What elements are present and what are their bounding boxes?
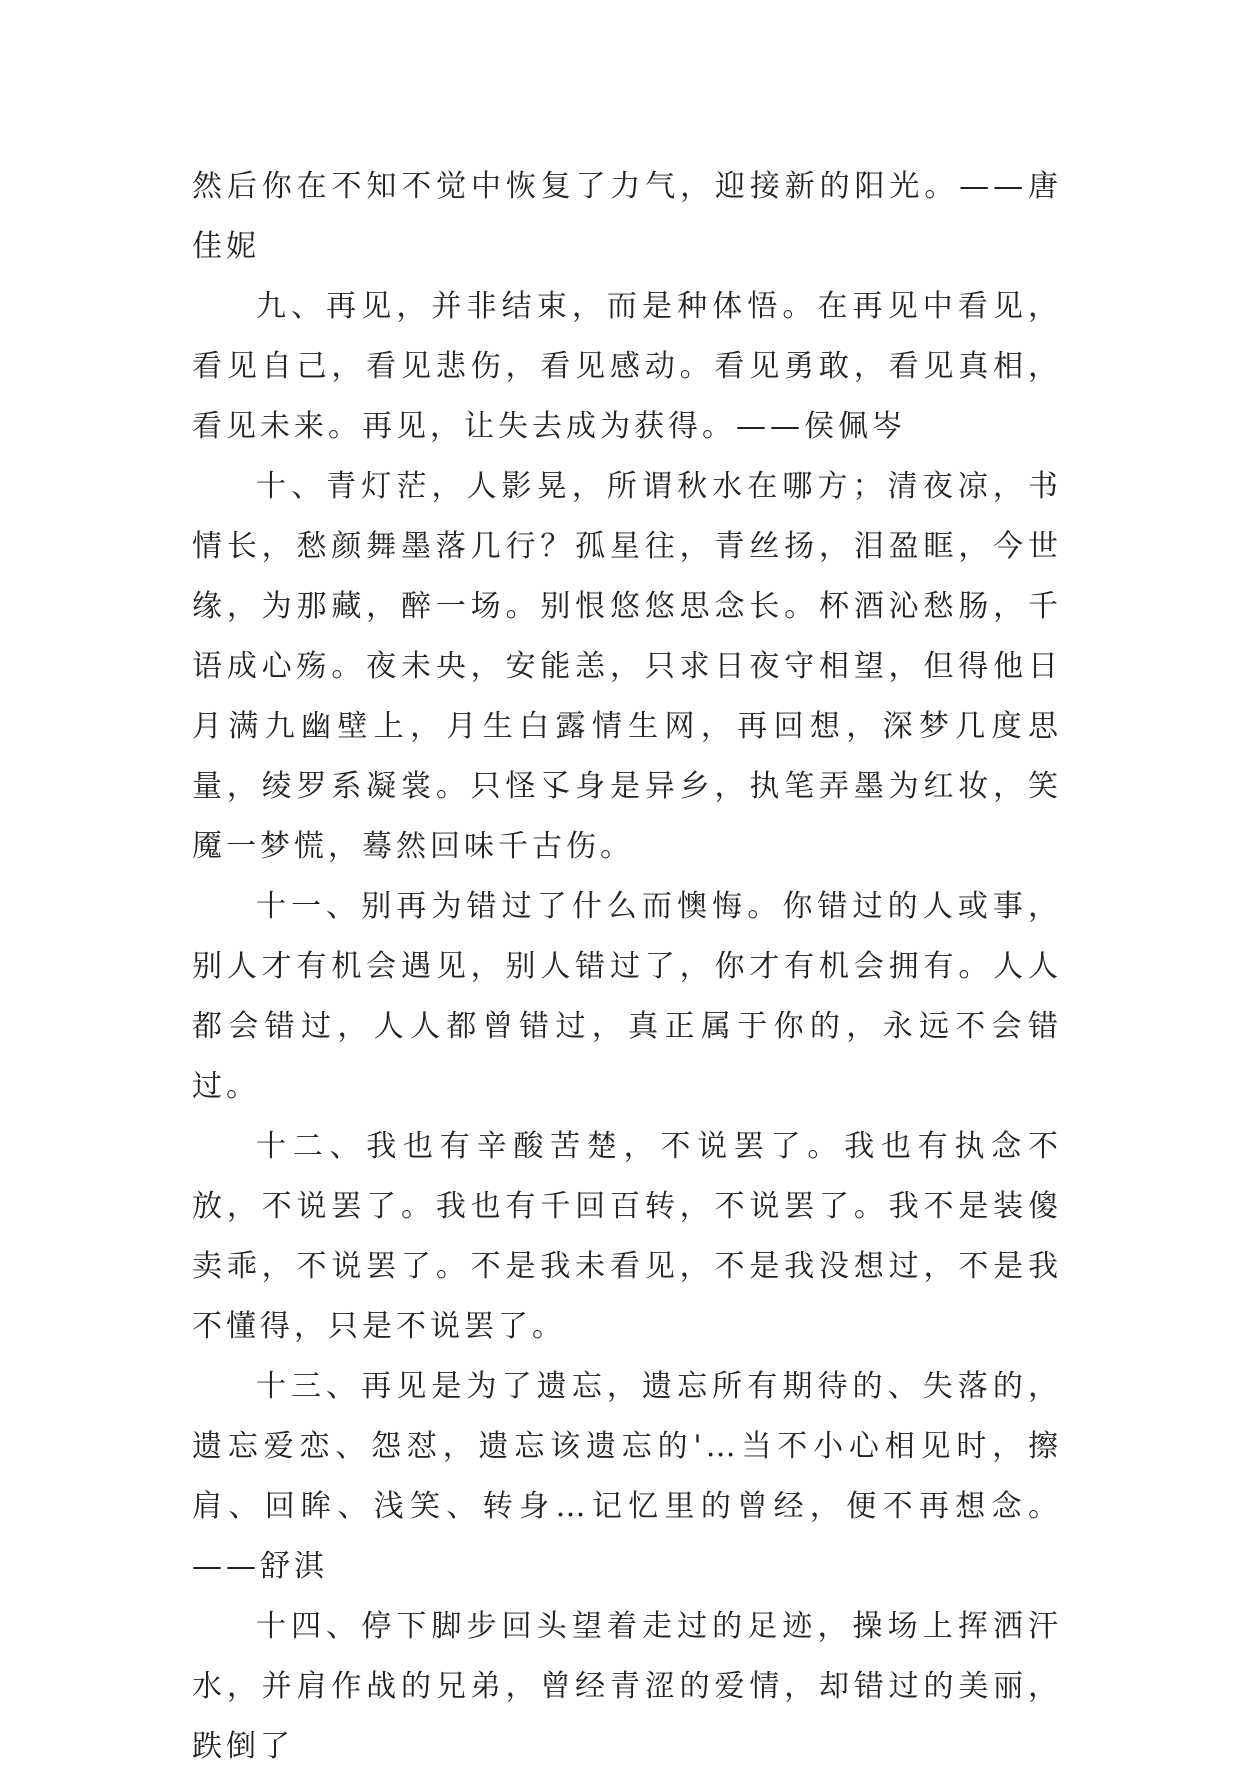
paragraph-item-9: 九、再见，并非结束，而是种体悟。在再见中看见，看见自己，看见悲伤，看见感动。看见勇敢，看见真相，看见未来。再见，让失去成为获得。——侯佩岑 bbox=[192, 289, 1062, 444]
paragraph-item-12: 十二、我也有辛酸苦楚，不说罢了。我也有执念不放，不说罢了。我也有千回百转，不说罢了。我不是装傻卖乖，不说罢了。不是我未看见，不是我没想过，不是我不懂得，只是不说罢了。 bbox=[192, 1129, 1062, 1344]
paragraph-item-10: 十、青灯茫，人影晃，所谓秋水在哪方；清夜凉，书情长，愁颜舞墨落几行？孤星往，青丝扬，泪盈眶，今世缘，为那藏，醉一场。别恨悠悠思念长。杯酒沁愁肠，千语成心殇。夜未央，安能恙，只求日夜守相望，但得他日月满九幽壁上，月生白露情生网，再回想，深梦几度思量，绫罗系凝裳。只怪孓身是异乡，执笔弄墨为红妆，笑魇一梦慌，蓦然回味千古伤。 bbox=[192, 469, 1062, 864]
paragraph-item-14: 十四、停下脚步回头望着走过的足迹，操场上挥洒汗水，并肩作战的兄弟，曾经青涩的爱情，却错过的美丽，跌倒了 bbox=[192, 1609, 1062, 1764]
paragraph-item-11: 十一、别再为错过了什么而懊悔。你错过的人或事，别人才有机会遇见，别人错过了，你才有机会拥有。人人都会错过，人人都曾错过，真正属于你的，永远不会错过。 bbox=[192, 889, 1062, 1104]
paragraph-item-13: 十三、再见是为了遗忘，遗忘所有期待的、失落的，遗忘爱恋、怨怼，遗忘该遗忘的'…当不小心相见时，擦肩、回眸、浅笑、转身…记忆里的曾经，便不再想念。——舒淇 bbox=[192, 1369, 1062, 1584]
paragraph-continued: 然后你在不知不觉中恢复了力气，迎接新的阳光。——唐佳妮 bbox=[192, 169, 1062, 264]
document-body bbox=[192, 157, 1062, 1777]
